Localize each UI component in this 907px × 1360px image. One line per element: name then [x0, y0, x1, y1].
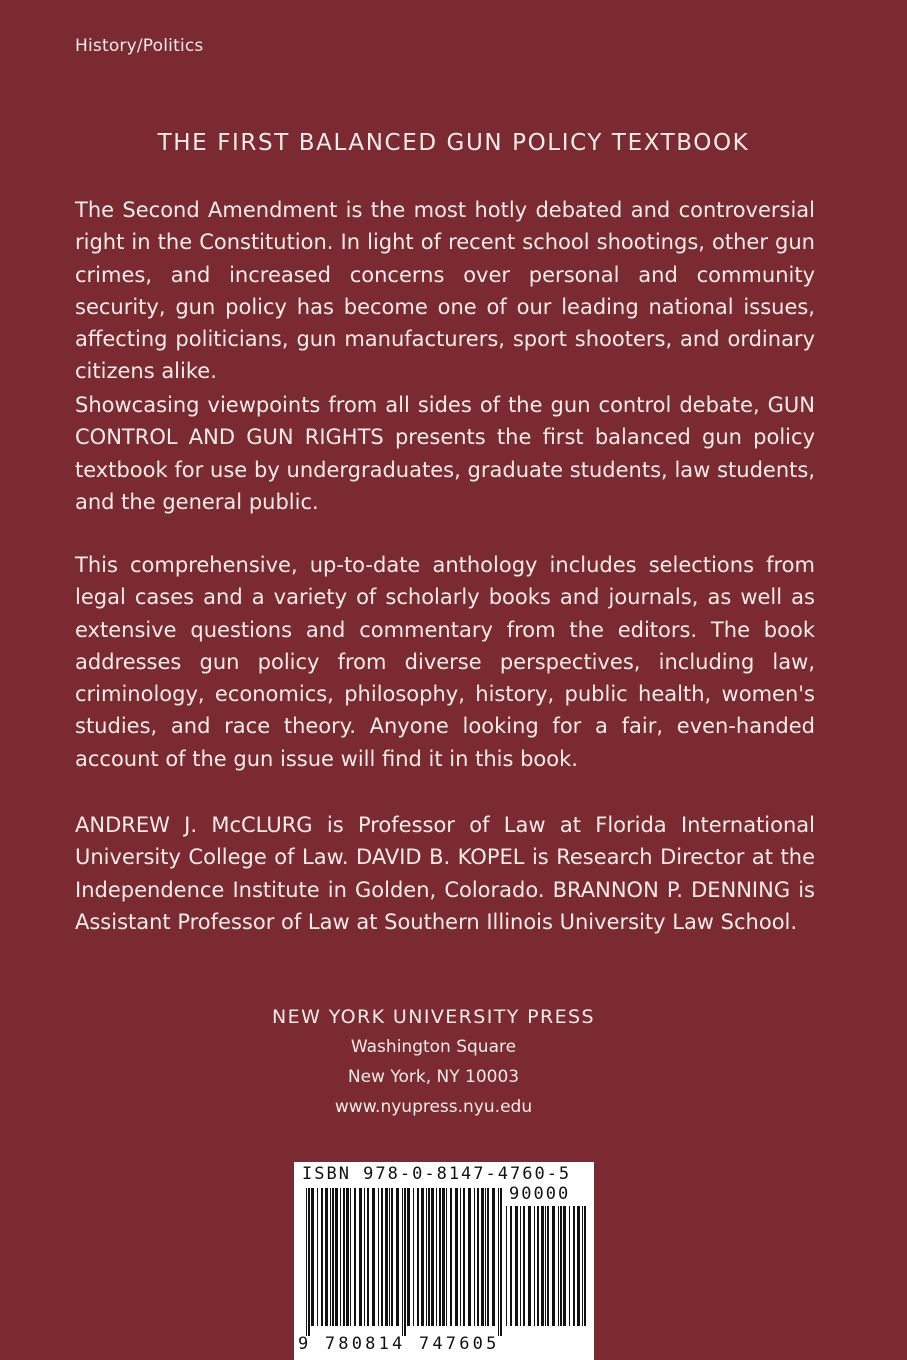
- barcode-bar: [442, 1188, 445, 1326]
- barcode-bar: [510, 1206, 512, 1326]
- barcode-bar: [563, 1206, 566, 1326]
- barcode-bar: [474, 1188, 475, 1326]
- barcode-bar: [402, 1188, 403, 1336]
- publisher-address-line-1: Washington Square: [350, 1037, 517, 1057]
- barcode-bar: [500, 1188, 502, 1336]
- isbn-label: ISBN 978-0-8147-4760-5: [302, 1164, 572, 1184]
- barcode-bars-addon: [506, 1206, 588, 1356]
- barcode-bar: [367, 1188, 369, 1326]
- barcode-bar: [413, 1188, 414, 1326]
- barcode-bar: [487, 1188, 489, 1326]
- barcode-bar: [404, 1188, 406, 1336]
- barcode-bars-main: [306, 1188, 502, 1336]
- author-bios: ANDREW J. McCLURG is Professor of Law at Florida International University College of Law. DAVID B. KOPEL is Research Director at the Independence Institute in Golden, Colorado. BRANNON P. DENNING is Assistant Professor of Law at Southern Illinois University Law School.: [75, 813, 815, 934]
- barcode-bar: [523, 1206, 525, 1326]
- barcode-bar: [560, 1206, 562, 1326]
- barcode-bar: [515, 1206, 518, 1326]
- barcode-bar: [428, 1188, 430, 1326]
- headline: THE FIRST BALANCED GUN POLICY TEXTBOOK: [157, 130, 750, 156]
- barcode-bar: [311, 1188, 314, 1326]
- barcode-bar: [436, 1188, 437, 1326]
- isbn-barcode: [294, 1162, 594, 1360]
- barcode-bar: [343, 1188, 345, 1326]
- barcode-bar: [545, 1206, 546, 1326]
- description-paragraph-1: The Second Amendment is the most hotly debated and controversial right in the Constitution. In light of recent school shootings, other gun crimes, and increased concerns over personal and community security, gun policy has become one of our leading national issues, affecting politicians, gun manufacturers, sport shooters, and ordinary citizens alike.: [75, 198, 815, 384]
- barcode-bar: [335, 1188, 338, 1326]
- barcode-bar: [431, 1188, 434, 1326]
- barcode-bar: [528, 1206, 531, 1326]
- barcode-bar: [582, 1206, 583, 1326]
- barcode-bar: [492, 1188, 495, 1326]
- barcode-bar: [385, 1188, 388, 1326]
- publisher-block: [0, 1006, 907, 1122]
- barcode-bar: [547, 1206, 549, 1326]
- barcode-bar: [340, 1188, 341, 1326]
- barcode-bar: [346, 1188, 349, 1326]
- publisher-name: NEW YORK UNIVERSITY PRESS: [272, 1006, 595, 1028]
- description-paragraph-3: This comprehensive, up-to-date anthology includes selections from legal cases and a variety of scholarly books and journals, as well as extensive questions and commentary from the editors. The book addresses gun policy from diverse perspectives, including law, criminology, economics, philosophy, history, public health, women's studies, and race theory. Anyone looking for a fair, even-handed account of the gun issue will find it in this book.: [75, 553, 815, 771]
- barcode-bar: [468, 1188, 471, 1326]
- price-code: 90000: [509, 1184, 571, 1204]
- barcode-bar: [417, 1188, 419, 1326]
- barcode-bar: [552, 1206, 555, 1326]
- category-label: History/Politics: [75, 36, 204, 56]
- barcode-bar: [308, 1188, 310, 1336]
- barcode-bar: [460, 1188, 461, 1326]
- barcode-bar: [485, 1188, 486, 1326]
- barcode-bar: [455, 1188, 458, 1326]
- barcode-bar: [332, 1188, 334, 1326]
- barcode-bar: [520, 1206, 521, 1326]
- barcode-bar: [541, 1206, 544, 1326]
- barcode-bar: [481, 1188, 484, 1326]
- barcode-bar: [396, 1188, 399, 1326]
- barcode-bar: [577, 1206, 580, 1326]
- barcode-bar: [389, 1188, 390, 1326]
- barcode-bar: [391, 1188, 393, 1326]
- barcode-bar: [317, 1188, 318, 1326]
- barcode-bar: [446, 1188, 447, 1326]
- barcode-bar: [372, 1188, 375, 1326]
- barcode-bar: [421, 1188, 424, 1326]
- barcode-bar: [558, 1206, 559, 1326]
- barcode-bar: [407, 1188, 410, 1326]
- barcode-bar: [381, 1188, 383, 1326]
- publisher-website: www.nyupress.nyu.edu: [334, 1097, 533, 1117]
- barcode-bar: [325, 1188, 328, 1326]
- description-paragraph-2: Showcasing viewpoints from all sides of the gun control debate, GUN CONTROL AND GUN RIGHTS presents the first balanced gun policy textbook for use by undergraduates, graduate students, law students, and the general public.: [75, 393, 815, 514]
- barcode-bar: [439, 1188, 441, 1326]
- barcode-bar: [584, 1206, 586, 1326]
- barcode-bar: [330, 1188, 331, 1326]
- barcode-bar: [477, 1188, 479, 1326]
- barcode-bar: [364, 1188, 365, 1326]
- barcode-bar: [350, 1188, 351, 1326]
- barcode-bar: [306, 1188, 307, 1336]
- barcode-bar: [359, 1188, 362, 1326]
- barcode-bar: [463, 1188, 465, 1326]
- barcode-bar: [354, 1188, 356, 1326]
- barcode-bar: [534, 1206, 535, 1326]
- barcode-bar: [426, 1188, 427, 1326]
- barcode-bar: [569, 1206, 570, 1326]
- publisher-address-line-2: New York, NY 10003: [347, 1067, 520, 1087]
- ean-digits: 9 780814 747605: [298, 1334, 500, 1354]
- barcode-bar: [537, 1206, 539, 1326]
- barcode-bar: [321, 1188, 323, 1326]
- barcode-bar: [573, 1206, 575, 1326]
- barcode-bar: [506, 1206, 507, 1326]
- barcode-bar: [498, 1188, 499, 1336]
- barcode-bar: [378, 1188, 379, 1326]
- barcode-bar: [450, 1188, 452, 1326]
